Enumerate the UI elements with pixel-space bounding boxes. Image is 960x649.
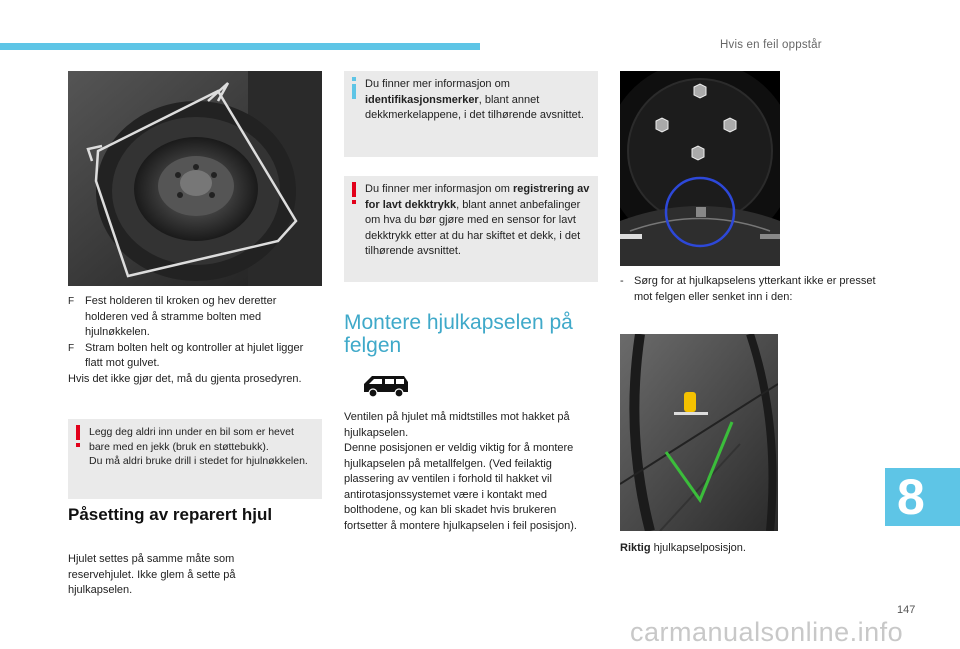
info-text-prefix: Du finner mer informasjon om	[365, 78, 510, 90]
top-accent-bar	[0, 43, 480, 50]
bullet-text: Stram bolten helt og kontroller at hjulet ligger flatt mot gulvet.	[85, 341, 304, 369]
page-number: 147	[897, 604, 916, 616]
list-item	[68, 341, 322, 372]
bullet-arrow-icon: F	[68, 342, 75, 354]
watermark-text: carmanualsonline.info	[630, 617, 904, 647]
info-icon	[352, 77, 356, 99]
section-heading-fit-hubcap: Montere hjulkapselen på felgen	[344, 311, 573, 357]
bullet-arrow-icon: F	[68, 296, 75, 307]
dash-text: Sørg for at hjulkapselens ytterkant ikke er presset mot felgen eller senket inn i den:	[634, 275, 876, 303]
section-title: Hvis en feil oppstår	[720, 39, 822, 51]
correct-hubcap-image	[620, 334, 778, 531]
info-text	[365, 77, 590, 124]
warning-exclamation-icon	[352, 182, 356, 204]
warning-text	[365, 182, 590, 260]
bullet-text: Fest holderen til kroken og hev deretter holderen ved å stramme bolten med hjulnøkkelen.	[85, 295, 277, 338]
van-silhouette-icon	[360, 372, 412, 398]
info-text-suffix: , blant annet dekkmerkelappene, i det tilhørende avsnittet.	[365, 93, 584, 121]
warning-exclamation-icon	[76, 425, 80, 447]
warning-text-suffix: , blant annet anbefalinger om hva du bør gjøre med en sensor for lavt dekktrykk etter at du har skiftet et dekk, i det tilhørende avsnittet.	[365, 198, 581, 257]
list-item	[68, 294, 322, 341]
spare-wheel-holder-image	[68, 71, 322, 286]
warning-text-bold: registrering av for lavt dekktrykk	[365, 183, 590, 211]
paragraph: Denne posisjonen er veldig viktig for å montere hjulkapselen på metallfelgen. (Ved feilaktig plassering av ventilen i forhold til hakket vil antirotasjonssystemet være i kontakt med bolthodene, og kan bli skadet hvis brukeren fortsetter å montere hjulkapselen i feil posisjon).	[344, 442, 577, 532]
caption-bold: Riktig	[620, 542, 651, 554]
hubcap-edge-check	[620, 274, 884, 305]
hubcap-instructions	[344, 410, 600, 534]
section-heading-refit-wheel: Påsetting av reparert hjul	[68, 505, 273, 524]
dash-marker: -	[620, 275, 624, 287]
correct-position-caption	[620, 541, 870, 557]
safety-warning-box	[68, 419, 322, 499]
retry-note: Hvis det ikke gjør det, må du gjenta prosedyren.	[68, 372, 302, 385]
wheel-valve-image	[620, 71, 780, 266]
paragraph: Ventilen på hjulet må midtstilles mot hakket på hjulkapselen.	[344, 411, 570, 439]
refit-paragraph: Hjulet settes på samme måte som reservehjulet. Ikke glem å sette på hjulkapselen.	[68, 553, 236, 596]
tyre-pressure-warning-box	[344, 176, 598, 282]
chapter-tab: 8	[885, 468, 960, 526]
warning-text	[89, 425, 314, 469]
warning-line: Du må aldri bruke drill i stedet for hjulnøkkelen.	[89, 455, 308, 467]
warning-text-prefix: Du finner mer informasjon om	[365, 183, 513, 195]
info-box	[344, 71, 598, 157]
warning-line: Legg deg aldri inn under en bil som er hevet bare med en jekk (bruk en støttebukk).	[89, 426, 294, 453]
instruction-list	[68, 294, 322, 387]
info-text-bold: identifikasjonsmerker	[365, 93, 479, 106]
caption-text: hjulkapselposisjon.	[650, 542, 746, 554]
